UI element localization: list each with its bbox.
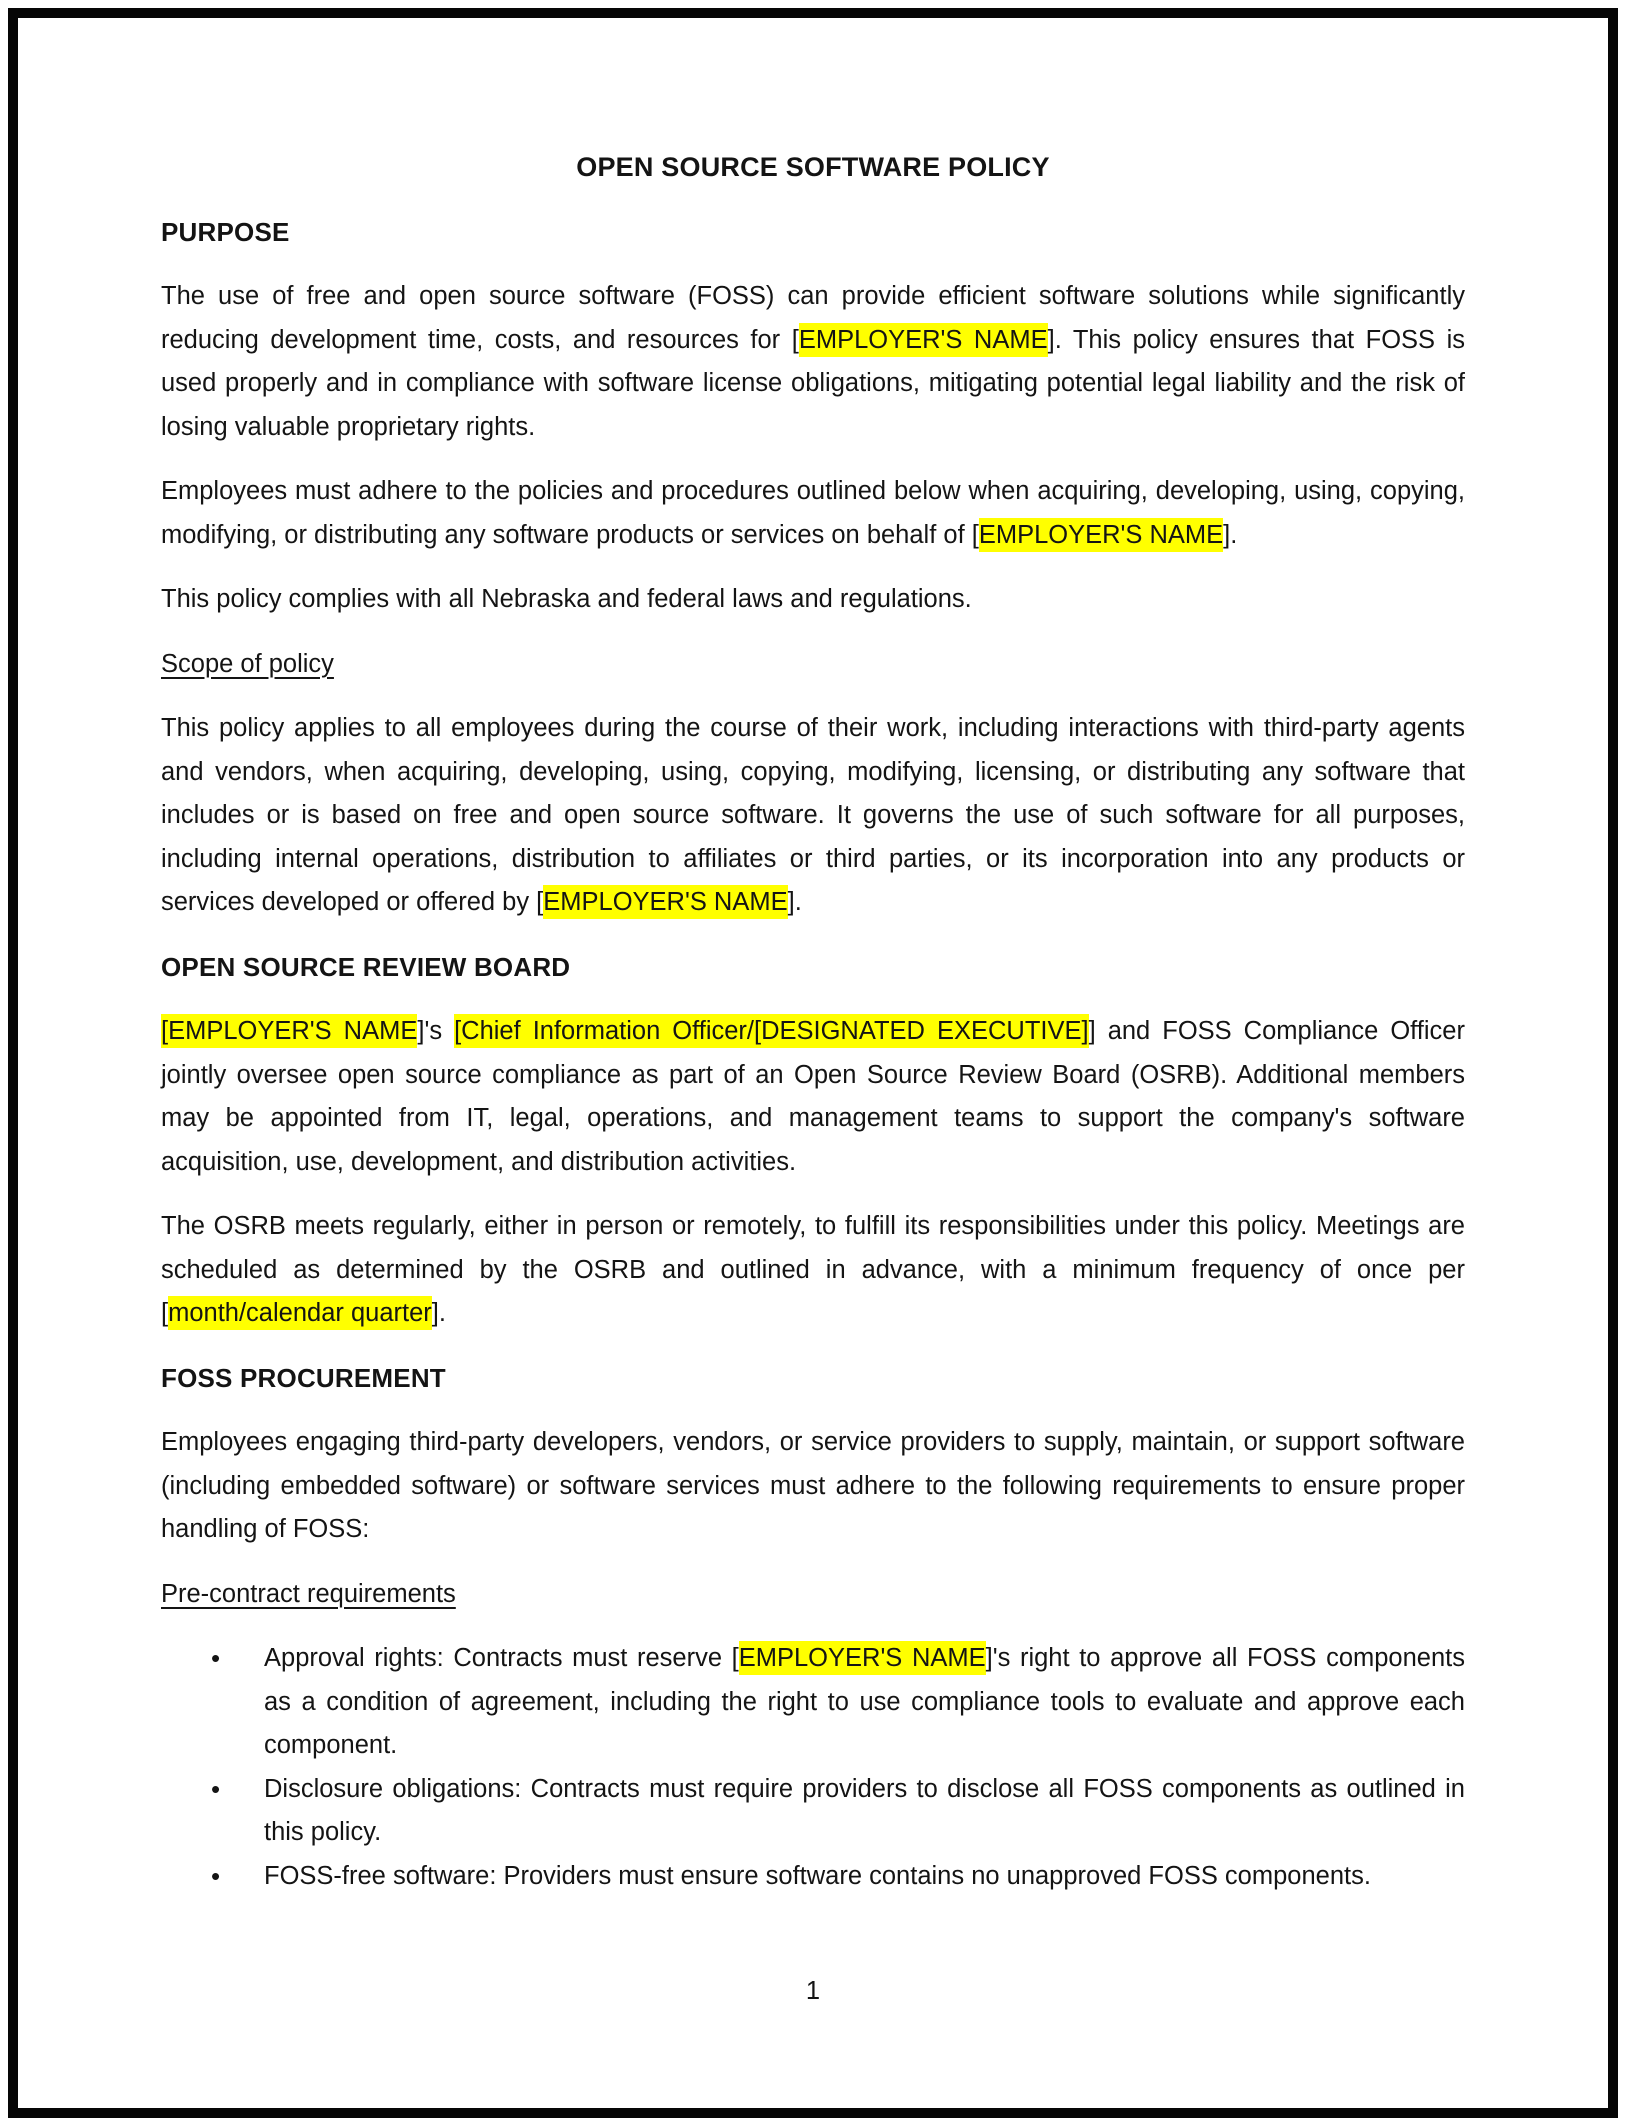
- text-run: ].: [1223, 520, 1238, 549]
- text-run: Disclosure obligations: Contracts must require providers to disclose all FOSS components as outlined in this policy.: [264, 1774, 1465, 1846]
- highlighted-placeholder: EMPLOYER'S NAME: [543, 885, 787, 919]
- page-footer: [0, 1970, 1626, 2014]
- paragraph: [161, 1205, 1465, 1336]
- section-heading: FOSS PROCUREMENT: [161, 1362, 446, 1393]
- text-run: The OSRB meets regularly, either in person or remotely, to fulfill its responsibilities under this policy. Meetings are scheduled as determined by the OSRB and outlined in advance, with a minimum frequency of once per [: [161, 1212, 1465, 1327]
- text-run: ] and FOSS Compliance Officer jointly oversee open source compliance as part of an Open Source Review Board (OSRB). Additional members may be appointed from IT, legal, operations, and management teams to support the company's software acquisition, use, development, and distribution activities.: [161, 1017, 1465, 1176]
- paragraph: [161, 275, 1465, 449]
- text-run: ].: [787, 888, 802, 916]
- list-item: [161, 1637, 1465, 1768]
- highlighted-placeholder: EMPLOYER'S NAME: [799, 323, 1048, 357]
- text-run: ]. This policy ensures that FOSS is used properly and in compliance with software license obligations, mitigating potential legal liability and the risk of losing valuable proprietary rights.: [161, 325, 1466, 441]
- paragraph: [161, 1010, 1465, 1184]
- highlighted-placeholder: [EMPLOYER'S NAME: [161, 1014, 417, 1048]
- highlighted-placeholder: EMPLOYER'S NAME: [979, 518, 1223, 552]
- paragraph: [161, 578, 1465, 622]
- highlighted-placeholder: [Chief Information Officer/[DESIGNATED EXECUTIVE]: [454, 1014, 1089, 1048]
- paragraph: [161, 707, 1465, 925]
- text-run: Approval rights: Contracts must reserve [: [264, 1644, 739, 1672]
- section-heading: Scope of policy: [161, 649, 334, 678]
- document-body: [161, 211, 1465, 1899]
- text-run: Employees must adhere to the policies and procedures outlined below when acquiring, developing, using, copying, modifying, or distributing any software products or services on behalf of [: [161, 477, 1465, 549]
- paragraph: [161, 470, 1465, 557]
- section-heading: OPEN SOURCE REVIEW BOARD: [161, 951, 571, 982]
- text-run: ]'s: [417, 1017, 455, 1045]
- text-run: Employees engaging third-party developers, vendors, or service providers to supply, maintain, or support software (including embedded software) or software services must adhere to the following requirements to ensure proper handling of FOSS:: [161, 1428, 1465, 1543]
- text-run: The use of free and open source software (FOSS) can provide efficient software solutions while significantly reducing development time, costs, and resources for [: [161, 282, 1465, 354]
- text-run: ].: [431, 1299, 446, 1327]
- section-heading: Pre-contract requirements: [161, 1579, 456, 1608]
- highlighted-placeholder: month/calendar quarter: [168, 1296, 432, 1330]
- bullet-list: [161, 1637, 1465, 1898]
- text-run: ]'s right to approve all FOSS components as a condition of agreement, including the right to use compliance tools to evaluate and approve each component.: [264, 1644, 1465, 1759]
- section-heading: PURPOSE: [161, 216, 290, 247]
- page-number: 1: [805, 1977, 821, 2005]
- text-run: This policy complies with all Nebraska and federal laws and regulations.: [161, 585, 972, 613]
- text-run: FOSS-free software: Providers must ensure software contains no unapproved FOSS components.: [264, 1861, 1371, 1890]
- text-run: This policy applies to all employees during the course of their work, including interactions with third-party agents and vendors, when acquiring, developing, using, copying, modifying, licensing, or distributing any software that includes or is based on free and open source software. It governs the use of such software for all purposes, including internal operations, distribution to affiliates or third parties, or its incorporation into any products or services developed or offered by [: [161, 714, 1465, 916]
- paragraph: [161, 1421, 1465, 1552]
- list-item: [161, 1855, 1465, 1899]
- document-title: OPEN SOURCE SOFTWARE POLICY: [576, 152, 1050, 182]
- page-content: [161, 146, 1465, 1919]
- highlighted-placeholder: EMPLOYER'S NAME: [739, 1641, 986, 1675]
- list-item: [161, 1768, 1465, 1855]
